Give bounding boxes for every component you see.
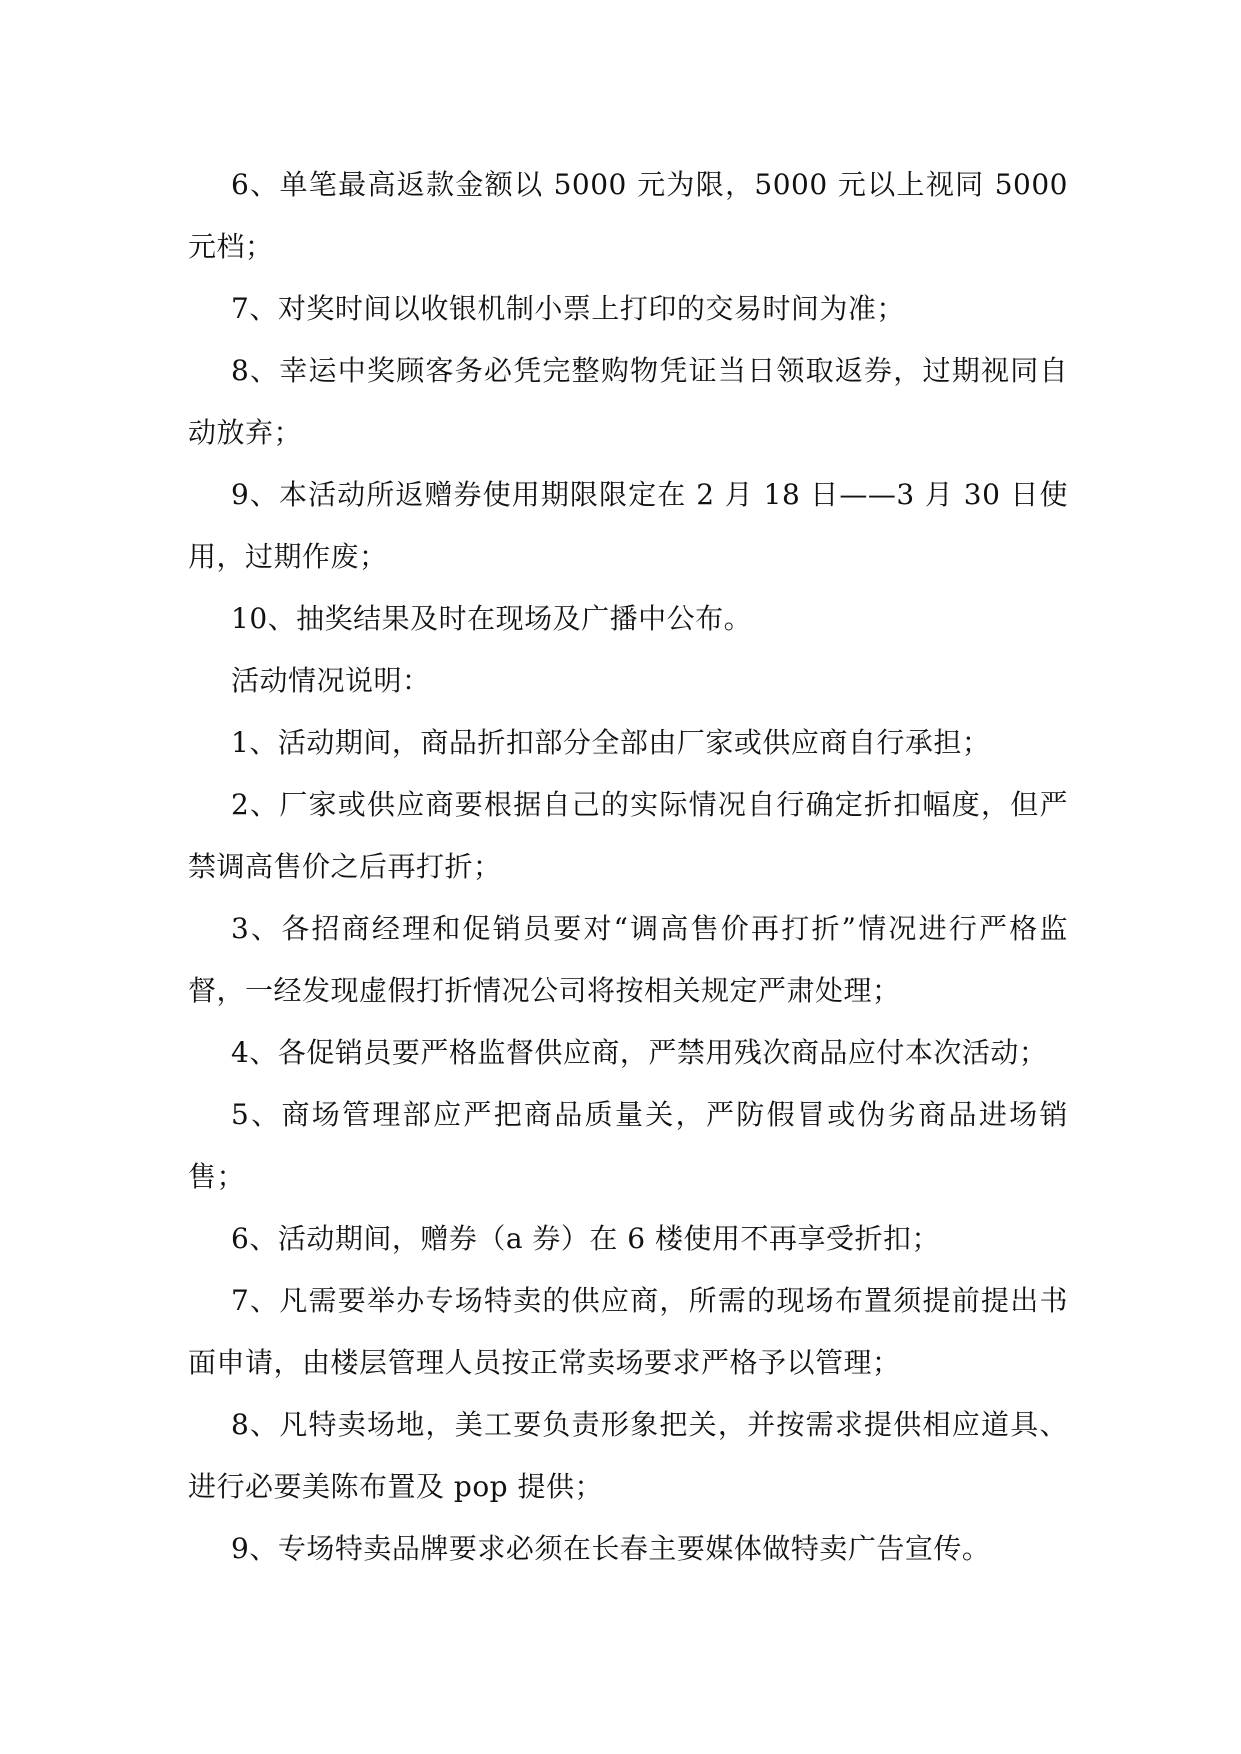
note-2-discount-range: 2、厂家或供应商要根据自己的实际情况自行确定折扣幅度，但严禁调高售价之后再打折； bbox=[188, 788, 1068, 883]
rule-6-max-refund: 6、单笔最高返款金额以 5000 元为限，5000 元以上视同 5000 元档； bbox=[188, 168, 1068, 263]
note-4-defective-goods: 4、各促销员要严格监督供应商，严禁用残次商品应付本次活动； bbox=[231, 1036, 1048, 1069]
document-body bbox=[188, 154, 1068, 1580]
note-1-discount-cost: 1、活动期间，商品折扣部分全部由厂家或供应商自行承担； bbox=[231, 726, 991, 759]
note-7-special-sale-application: 7、凡需要举办专场特卖的供应商，所需的现场布置须提前提出书面申请，由楼层管理人员按正常卖场要求严格予以管理； bbox=[188, 1284, 1068, 1379]
rule-8-claim-voucher: 8、幸运中奖顾客务必凭完整购物凭证当日领取返券，过期视同自动放弃； bbox=[188, 354, 1068, 449]
note-6-voucher-floor: 6、活动期间，赠券（a 券）在 6 楼使用不再享受折扣； bbox=[231, 1222, 941, 1255]
note-9-media-advertising: 9、专场特卖品牌要求必须在长春主要媒体做特卖广告宣传。 bbox=[231, 1532, 991, 1565]
note-5-quality-control: 5、商场管理部应严把商品质量关，严防假冒或伪劣商品进场销售； bbox=[188, 1098, 1068, 1193]
rule-10-draw-results: 10、抽奖结果及时在现场及广播中公布。 bbox=[231, 602, 753, 635]
note-8-display-props: 8、凡特卖场地，美工要负责形象把关，并按需求提供相应道具、进行必要美陈布置及 pop 提供； bbox=[188, 1408, 1068, 1503]
rule-7-prize-time: 7、对奖时间以收银机制小票上打印的交易时间为准； bbox=[231, 292, 905, 325]
note-3-supervision: 3、各招商经理和促销员要对“调高售价再打折”情况进行严格监督，一经发现虚假打折情况公司将按相关规定严肃处理； bbox=[188, 912, 1068, 1007]
rule-9-voucher-validity: 9、本活动所返赠券使用期限限定在 2 月 18 日——3 月 30 日使用，过期作废； bbox=[188, 478, 1068, 573]
section-heading-activity-notes: 活动情况说明： bbox=[231, 664, 431, 697]
